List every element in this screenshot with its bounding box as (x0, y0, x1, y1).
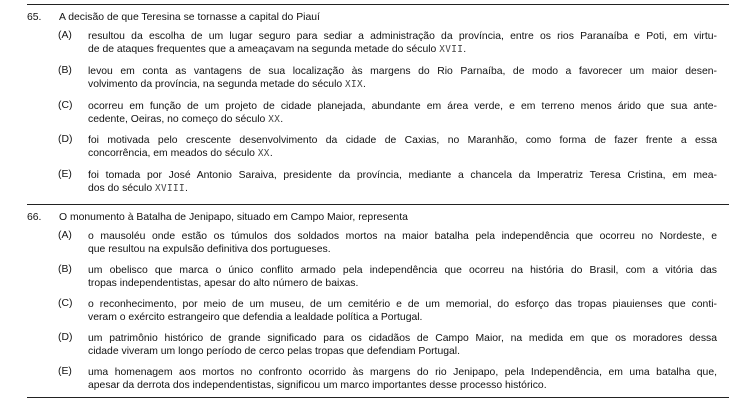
option-line-end: . (269, 148, 273, 159)
option-line: veram o exército estrangeiro que defendia a lealdade política a Portugal. (88, 312, 423, 323)
option-line: um patrimônio histórico de grande significado para os cidadãos de Campo Maior, na medida em que os moradores dessa (88, 333, 717, 344)
option-text (88, 230, 717, 256)
option-letter: (C) (58, 298, 73, 309)
question-number: 66. (27, 212, 42, 223)
question-divider (27, 204, 729, 205)
option-line: um obelisco que marca o único conflito armado pela independência que ocorreu na história do Brasil, com a vitória das (88, 265, 717, 276)
option-line: apesar da derrota dos independentistas, significou um marco importantes desse processo histórico. (88, 380, 547, 391)
option-line (88, 43, 717, 56)
option-line-text: volvimento da província, na segunda metade do século (88, 79, 343, 90)
roman-numeral: XX (257, 148, 270, 159)
option-letter: (B) (58, 264, 72, 275)
option-line: que resultou na expulsão definitiva dos portugueses. (88, 244, 331, 255)
option-line (88, 182, 717, 195)
option-text (88, 30, 717, 56)
option-letter: (A) (58, 230, 72, 241)
option-line-text: dos do século (88, 183, 153, 194)
option-text (88, 100, 717, 126)
option-line: resultou da escolha de um lugar seguro para sediar a administração da província, entre os rios Paranaíba e Poti, em virtu- (88, 31, 717, 42)
option-line (88, 147, 717, 160)
option-line-end: . (280, 114, 284, 125)
question-stem: O monumento à Batalha de Jenipapo, situado em Campo Maior, representa (59, 212, 408, 223)
option-line: ocorreu em função de um projeto de cidade planejada, abundante em área verde, e em terreno menos árido que sua ante- (88, 101, 717, 112)
option-letter: (A) (58, 30, 72, 41)
option-text (88, 134, 717, 160)
option-text (88, 169, 717, 195)
option-line: o reconhecimento, por meio de um museu, de um cemitério e de um memorial, do esforço das tropas piauienses que conti- (88, 299, 717, 310)
option-text (88, 264, 717, 290)
option-line: tropas independentistas, apesar do alto número de baixas. (88, 278, 359, 289)
bottom-divider (27, 397, 729, 398)
option-letter: (E) (58, 169, 72, 180)
option-line-end: . (363, 79, 366, 90)
option-line (88, 113, 717, 126)
top-divider (27, 4, 729, 5)
option-line-end: . (185, 183, 188, 194)
option-text (88, 65, 717, 91)
option-line-text: cedente, Oeiras, no começo do século (88, 114, 266, 125)
question-number: 65. (27, 12, 42, 23)
roman-numeral: XX (268, 114, 281, 125)
question-stem: A decisão de que Teresina se tornasse a capital do Piauí (59, 12, 320, 23)
option-line: levou em conta as vantagens de sua localização às margens do Rio Parnaíba, de modo a favorecer um maior desen- (88, 66, 717, 77)
option-line-end: . (463, 44, 467, 55)
option-text (88, 332, 717, 358)
option-line: foi tomada por José Antonio Saraiva, presidente da província, mediante a chancela da Imperatriz Teresa Cristina, em mea- (88, 170, 717, 181)
option-letter: (E) (58, 366, 72, 377)
option-line-text: concorrência, em meados do século (88, 148, 255, 159)
option-letter: (D) (58, 134, 73, 145)
roman-numeral: XVIII (155, 183, 186, 194)
option-text (88, 298, 717, 324)
option-line: o mausoléu onde estão os túmulos dos soldados mortos na maior batalha pela independência que ocorreu no Nordeste, e (88, 231, 717, 242)
option-letter: (D) (58, 332, 73, 343)
roman-numeral: XVII (439, 44, 464, 55)
option-line-text: de de ataques frequentes que a ameaçavam na segunda metade do século (88, 44, 437, 55)
option-letter: (C) (58, 100, 73, 111)
option-line: cidade viveram um longo período de cerco pelas tropas que defendiam Portugal. (88, 346, 460, 357)
option-line: uma homenagem aos mortos no confronto ocorrido às margens do rio Jenipapo, pela Independência, em uma batalha que, (88, 367, 717, 378)
option-text (88, 366, 717, 392)
option-line (88, 78, 717, 91)
option-line: foi motivada pelo crescente desenvolvimento da cidade de Caxias, no Maranhão, como forma de fazer frente a essa (88, 135, 717, 146)
roman-numeral: XIX (345, 79, 364, 90)
option-letter: (B) (58, 65, 72, 76)
